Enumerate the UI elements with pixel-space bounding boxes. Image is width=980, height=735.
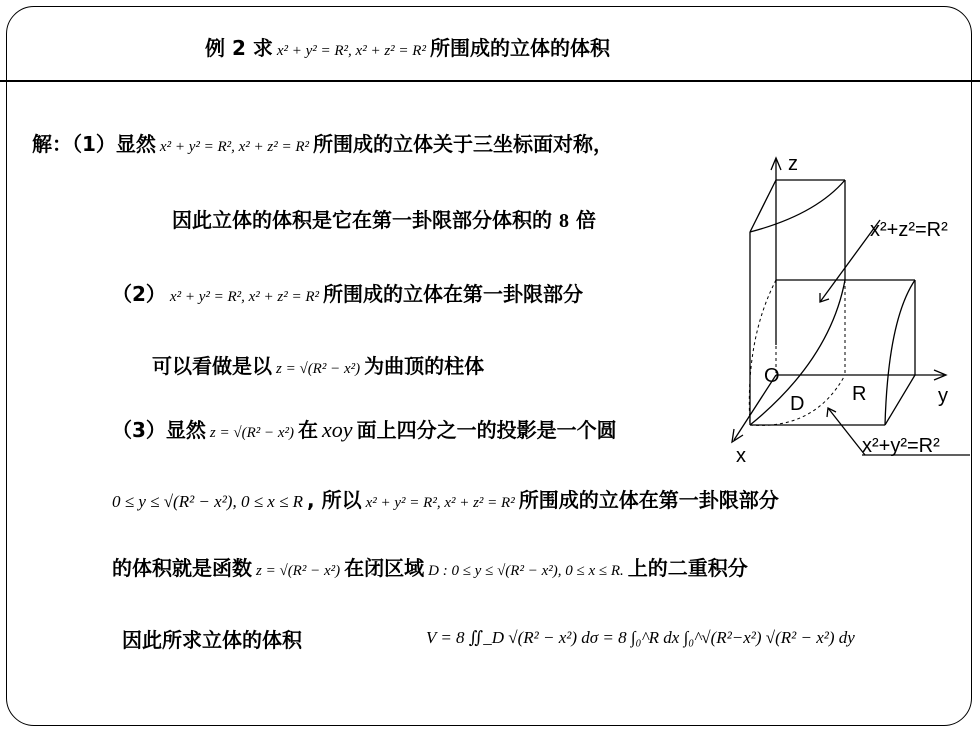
- step3-equation: z = √(R² − x²): [209, 425, 295, 441]
- step1-equation: x² + y² = R², x² + z² = R²: [159, 139, 310, 155]
- volume-formula: V = 8 ∬_D √(R² − x²) dσ = 8 ∫₀^R dx ∫₀^√(R²−x²) √(R² − x²) dy: [426, 628, 855, 647]
- right-surface-curve: [885, 280, 915, 425]
- domain-text-2: 所围成的立体在第一卦限部分: [518, 488, 779, 512]
- domain-line: [112, 484, 779, 513]
- step2b-text-2: 为曲顶的柱体: [364, 354, 485, 378]
- step1b-text-1: 因此立体的体积是它在第一卦限部分体积的: [172, 208, 552, 232]
- domain-text-1: , 所以: [307, 488, 362, 512]
- label-z: z: [788, 153, 798, 175]
- label-D: D: [790, 393, 805, 415]
- step1-lead: 显然: [115, 132, 156, 156]
- solid-diagram: [720, 150, 972, 470]
- step2b-text-1: 可以看做是以: [152, 354, 272, 378]
- step3-line: [112, 414, 617, 443]
- integral-text-1: 的体积就是函数: [112, 556, 252, 580]
- step3-text-1: 在: [298, 418, 319, 442]
- integral-text-3: 上的二重积分: [627, 556, 748, 580]
- integral-line: [112, 552, 748, 581]
- slide-title: [205, 32, 610, 61]
- label-y: y: [938, 385, 948, 407]
- leader-surface2: [828, 408, 865, 455]
- step2b-line: [152, 350, 484, 379]
- hidden-curve-left: [749, 280, 776, 425]
- volume-formula-line: [426, 624, 855, 648]
- step3-marker: （3）: [112, 418, 166, 442]
- label-origin: O: [764, 365, 780, 387]
- title-divider: [0, 80, 980, 82]
- integral-text-2: 在闭区域: [344, 556, 425, 580]
- top-curve: [750, 180, 845, 232]
- step3-text-2: 面上四分之一的投影是一个圆: [356, 418, 617, 442]
- domain-inequality: 0 ≤ y ≤ √(R² − x²), 0 ≤ x ≤ R: [112, 492, 304, 511]
- label-R: R: [852, 383, 867, 405]
- step2-marker: （2）: [112, 282, 166, 306]
- conclusion-text: 因此所求立体的体积: [122, 628, 302, 652]
- solution-label: 解：: [32, 132, 72, 156]
- integral-region: D : 0 ≤ y ≤ √(R² − x²), 0 ≤ x ≤ R.: [428, 563, 624, 579]
- title-equation: x² + y² = R², x² + z² = R²: [276, 43, 426, 59]
- label-x: x: [736, 445, 746, 467]
- step2b-equation: z = √(R² − x²): [276, 361, 361, 377]
- top-left-edge: [750, 180, 776, 232]
- step3-lead: 显然: [165, 418, 206, 442]
- step2-line: [112, 278, 583, 307]
- base-right-edge: [885, 375, 915, 425]
- step1-line: [32, 128, 613, 157]
- step3-plane: xoy: [322, 417, 353, 442]
- step1b-number: 8: [558, 210, 569, 232]
- label-surface1: x²+z²=R²: [870, 219, 948, 241]
- conclusion-line: [122, 624, 302, 653]
- step1b-line: [172, 204, 596, 233]
- step1-text: 所围成的立体关于三坐标面对称，: [313, 132, 614, 156]
- step2-text: 所围成的立体在第一卦限部分: [323, 282, 584, 306]
- title-prefix: 例 2 求: [205, 36, 273, 60]
- integral-function: z = √(R² − x²): [256, 563, 341, 579]
- step2-equation: x² + y² = R², x² + z² = R²: [169, 289, 320, 305]
- step1-marker: （1）: [72, 132, 116, 156]
- title-suffix: 所围成的立体的体积: [429, 36, 610, 60]
- label-surface2: x²+y²=R²: [862, 435, 940, 457]
- step1b-text-2: 倍: [575, 208, 596, 232]
- domain-equation: x² + y² = R², x² + z² = R²: [365, 495, 515, 511]
